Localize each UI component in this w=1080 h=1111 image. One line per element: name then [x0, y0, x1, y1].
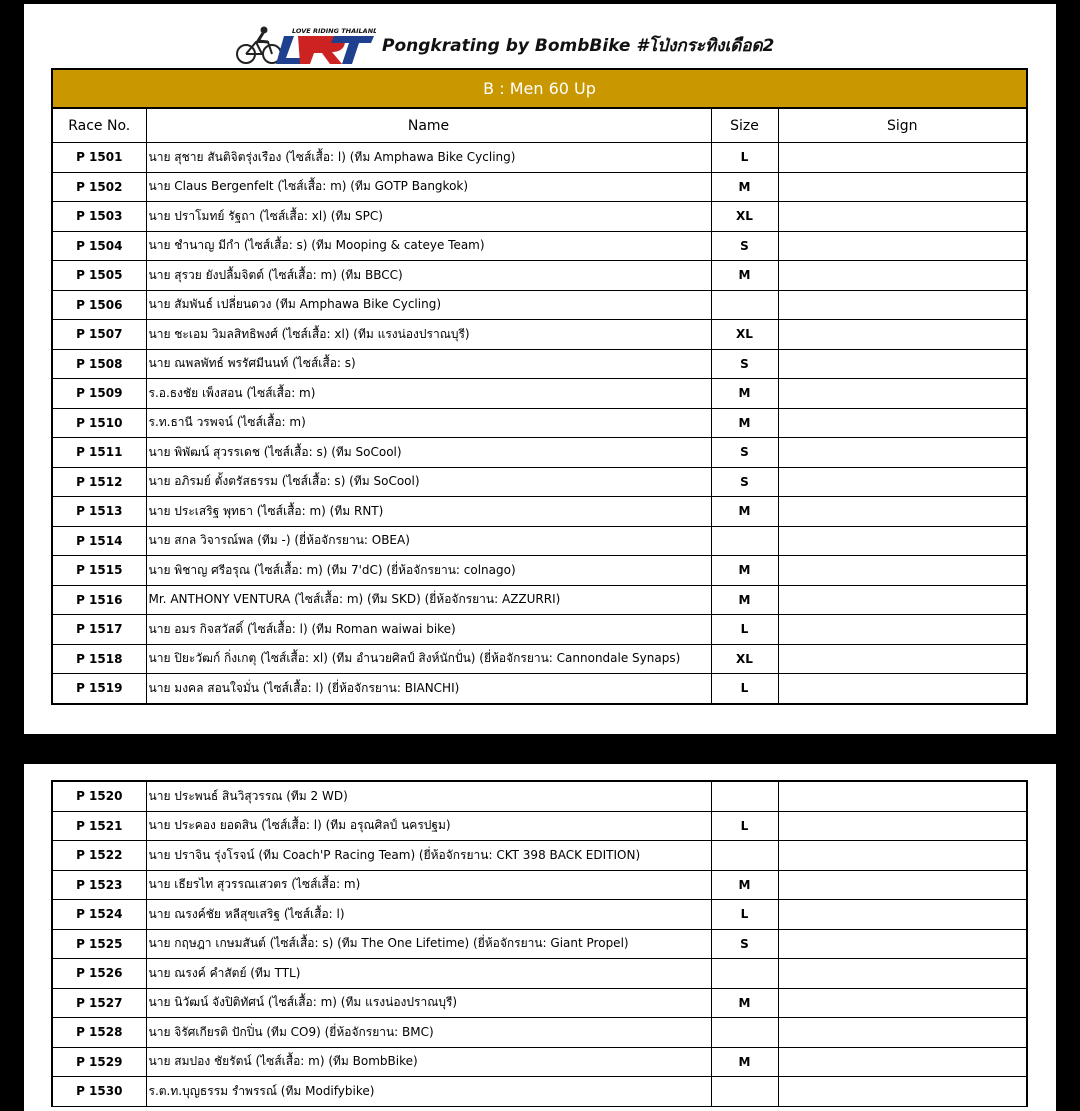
size-cell — [711, 1077, 778, 1107]
table-row — [52, 556, 1027, 586]
event-title: Pongkrating by BombBike #โป่งกระทิงเดือด2 — [382, 36, 775, 56]
sign-cell — [778, 870, 1027, 900]
size-cell: M — [711, 870, 778, 900]
race-number-cell: P 1510 — [52, 408, 146, 438]
name-cell: นาย พิพัฒน์ สุวรรเดช (ไซส์เสื้อ: s) (ทีม SoCool) — [146, 438, 711, 468]
size-cell: S — [711, 349, 778, 379]
race-number-cell: P 1525 — [52, 929, 146, 959]
column-header-race-no: Race No. — [52, 108, 146, 143]
table-row — [52, 526, 1027, 556]
sign-cell — [778, 202, 1027, 232]
table-row — [52, 781, 1027, 811]
sign-cell — [778, 172, 1027, 202]
name-cell: นาย ปราจิน รุ่งโรจน์ (ทีม Coach'P Racing Team) (ยี่ห้อจักรยาน: CKT 398 BACK EDITION) — [146, 841, 711, 871]
name-cell: นาย สุรวย ยังปลื้มจิตต์ (ไซส์เสื้อ: m) (ทีม BBCC) — [146, 261, 711, 291]
sign-cell — [778, 320, 1027, 350]
sign-cell — [778, 585, 1027, 615]
table-row — [52, 467, 1027, 497]
name-cell: นาย ปราโมทย์ รัฐถา (ไซส์เสื้อ: xl) (ทีม SPC) — [146, 202, 711, 232]
size-cell: M — [711, 408, 778, 438]
size-cell: S — [711, 929, 778, 959]
race-number-cell: P 1506 — [52, 290, 146, 320]
size-cell: L — [711, 674, 778, 704]
race-number-cell: P 1513 — [52, 497, 146, 527]
name-cell: นาย พิชาญ ศรีอรุณ (ไซส์เสื้อ: m) (ทีม 7'dC) (ยี่ห้อจักรยาน: colnago) — [146, 556, 711, 586]
size-cell: M — [711, 261, 778, 291]
size-cell: L — [711, 811, 778, 841]
sign-cell — [778, 811, 1027, 841]
name-cell: นาย ประคอง ยอดสิน (ไซส์เสื้อ: l) (ทีม อรุณศิลป์ นครปฐม) — [146, 811, 711, 841]
table-row — [52, 870, 1027, 900]
sign-cell — [778, 1077, 1027, 1107]
table-row — [52, 290, 1027, 320]
race-number-cell: P 1523 — [52, 870, 146, 900]
sign-cell — [778, 781, 1027, 811]
size-cell: M — [711, 988, 778, 1018]
race-number-cell: P 1507 — [52, 320, 146, 350]
table-row — [52, 929, 1027, 959]
sign-cell — [778, 959, 1027, 989]
race-number-cell: P 1512 — [52, 467, 146, 497]
table-row — [52, 811, 1027, 841]
size-cell: S — [711, 231, 778, 261]
size-cell — [711, 959, 778, 989]
race-number-cell: P 1516 — [52, 585, 146, 615]
size-cell: L — [711, 143, 778, 173]
name-cell: Mr. ANTHONY VENTURA (ไซส์เสื้อ: m) (ทีม SKD) (ยี่ห้อจักรยาน: AZZURRI) — [146, 585, 711, 615]
sign-cell — [778, 349, 1027, 379]
column-header-name: Name — [146, 108, 711, 143]
name-cell: นาย ประเสริฐ พุทธา (ไซส์เสื้อ: m) (ทีม RNT) — [146, 497, 711, 527]
table-row — [52, 231, 1027, 261]
table-row — [52, 959, 1027, 989]
table-row — [52, 900, 1027, 930]
race-number-cell: P 1521 — [52, 811, 146, 841]
race-number-cell: P 1501 — [52, 143, 146, 173]
name-cell: ร.อ.ธงชัย เพ็งสอน (ไซส์เสื้อ: m) — [146, 379, 711, 409]
size-cell — [711, 781, 778, 811]
race-number-cell: P 1508 — [52, 349, 146, 379]
size-cell: S — [711, 467, 778, 497]
sign-cell — [778, 143, 1027, 173]
table-row — [52, 1077, 1027, 1107]
name-cell: นาย ชะเอม วิมลสิทธิพงศ์ (ไซส์เสื้อ: xl) (ทีม แรงน่องปราณบุรี) — [146, 320, 711, 350]
race-number-cell: P 1522 — [52, 841, 146, 871]
size-cell: M — [711, 172, 778, 202]
race-number-cell: P 1519 — [52, 674, 146, 704]
lrt-logo — [234, 24, 376, 72]
race-number-cell: P 1526 — [52, 959, 146, 989]
name-cell: ร.ต.ท.บุญธรรม รำพรรณ์ (ทีม Modifybike) — [146, 1077, 711, 1107]
name-cell: นาย เธียรไท สุวรรณเสวตร (ไซส์เสื้อ: m) — [146, 870, 711, 900]
race-number-cell: P 1511 — [52, 438, 146, 468]
sign-cell — [778, 615, 1027, 645]
race-number-cell: P 1502 — [52, 172, 146, 202]
category-row — [52, 69, 1027, 108]
name-cell: นาย นิวัฒน์ จังปิติทัศน์ (ไซส์เสื้อ: m) (ทีม แรงน่องปราณบุรี) — [146, 988, 711, 1018]
participant-table-continued — [51, 780, 1028, 1107]
sign-cell — [778, 929, 1027, 959]
table-row — [52, 172, 1027, 202]
name-cell: นาย ณพลพัทธ์ พรรัศมีนนท์ (ไซส์เสื้อ: s) — [146, 349, 711, 379]
size-cell: XL — [711, 202, 778, 232]
table-row — [52, 1018, 1027, 1048]
table-row — [52, 143, 1027, 173]
size-cell: M — [711, 1047, 778, 1077]
name-cell: นาย กฤษฎา เกษมสันต์ (ไซส์เสื้อ: s) (ทีม The One Lifetime) (ยี่ห้อจักรยาน: Giant Propel) — [146, 929, 711, 959]
size-cell: XL — [711, 644, 778, 674]
size-cell: L — [711, 615, 778, 645]
size-cell: M — [711, 556, 778, 586]
sign-cell — [778, 674, 1027, 704]
race-number-cell: P 1527 — [52, 988, 146, 1018]
table-row — [52, 379, 1027, 409]
race-number-cell: P 1530 — [52, 1077, 146, 1107]
sign-cell — [778, 438, 1027, 468]
name-cell: นาย ประพนธ์ สินวิสุวรรณ (ทีม 2 WD) — [146, 781, 711, 811]
sign-cell — [778, 644, 1027, 674]
sign-cell — [778, 231, 1027, 261]
name-cell: นาย Claus Bergenfelt (ไซส์เสื้อ: m) (ทีม GOTP Bangkok) — [146, 172, 711, 202]
name-cell: นาย จิรัศเกียรติ ปักปิ่น (ทีม CO9) (ยี่ห้อจักรยาน: BMC) — [146, 1018, 711, 1048]
size-cell — [711, 290, 778, 320]
table-row — [52, 841, 1027, 871]
sign-cell — [778, 841, 1027, 871]
participant-table — [51, 68, 1028, 705]
category-heading: B : Men 60 Up — [52, 69, 1027, 108]
race-number-cell: P 1505 — [52, 261, 146, 291]
table-row — [52, 320, 1027, 350]
table-body — [52, 781, 1027, 1106]
size-cell: XL — [711, 320, 778, 350]
table-row — [52, 408, 1027, 438]
sign-cell — [778, 467, 1027, 497]
race-number-cell: P 1520 — [52, 781, 146, 811]
column-header-size: Size — [711, 108, 778, 143]
sign-cell — [778, 261, 1027, 291]
race-number-cell: P 1524 — [52, 900, 146, 930]
size-cell: S — [711, 438, 778, 468]
sign-cell — [778, 379, 1027, 409]
sign-cell — [778, 526, 1027, 556]
table-body — [52, 143, 1027, 704]
race-number-cell: P 1515 — [52, 556, 146, 586]
size-cell — [711, 1018, 778, 1048]
sign-cell — [778, 290, 1027, 320]
table-row — [52, 644, 1027, 674]
race-number-cell: P 1514 — [52, 526, 146, 556]
sign-cell — [778, 556, 1027, 586]
document-header — [24, 4, 1056, 68]
race-number-cell: P 1504 — [52, 231, 146, 261]
column-header-sign: Sign — [778, 108, 1027, 143]
name-cell: นาย สกล วิจารณ์พล (ทีม -) (ยี่ห้อจักรยาน: OBEA) — [146, 526, 711, 556]
table-row — [52, 349, 1027, 379]
sign-cell — [778, 497, 1027, 527]
table-row — [52, 497, 1027, 527]
name-cell: นาย ณรงค์ คำสัตย์ (ทีม TTL) — [146, 959, 711, 989]
race-number-cell: P 1518 — [52, 644, 146, 674]
name-cell: นาย สมปอง ชัยรัตน์ (ไซส์เสื้อ: m) (ทีม BombBike) — [146, 1047, 711, 1077]
race-number-cell: P 1509 — [52, 379, 146, 409]
page-2 — [24, 764, 1056, 1111]
name-cell: นาย อภิรมย์ ตั้งตรัสธรรม (ไซส์เสื้อ: s) (ทีม SoCool) — [146, 467, 711, 497]
table-row — [52, 438, 1027, 468]
sign-cell — [778, 1047, 1027, 1077]
race-number-cell: P 1503 — [52, 202, 146, 232]
column-header-row — [52, 108, 1027, 143]
sign-cell — [778, 988, 1027, 1018]
name-cell: นาย ณรงค์ชัย หลีสุขเสริฐ (ไซส์เสื้อ: l) — [146, 900, 711, 930]
table-row — [52, 615, 1027, 645]
size-cell — [711, 841, 778, 871]
logo-tagline: LOVE RIDING THAILAND — [292, 27, 376, 35]
name-cell: ร.ท.ธานี วรพจน์ (ไซส์เสื้อ: m) — [146, 408, 711, 438]
name-cell: นาย ปิยะวัฒก์ กิ่งเกตุ (ไซส์เสื้อ: xl) (ทีม อำนวยศิลป์ สิงห์นักปั่น) (ยี่ห้อจักรยาน: Cannondale Synaps) — [146, 644, 711, 674]
table-row — [52, 988, 1027, 1018]
name-cell: นาย อมร กิจสวัสดิ์ (ไซส์เสื้อ: l) (ทีม Roman waiwai bike) — [146, 615, 711, 645]
sign-cell — [778, 900, 1027, 930]
table-row — [52, 585, 1027, 615]
table-row — [52, 674, 1027, 704]
name-cell: นาย ชำนาญ มีกำ (ไซส์เสื้อ: s) (ทีม Mooping & cateye Team) — [146, 231, 711, 261]
table-row — [52, 1047, 1027, 1077]
race-number-cell: P 1528 — [52, 1018, 146, 1048]
size-cell: M — [711, 497, 778, 527]
cyclist-icon — [237, 27, 281, 64]
name-cell: นาย สัมพันธ์ เปลี่ยนดวง (ทีม Amphawa Bike Cycling) — [146, 290, 711, 320]
sign-cell — [778, 408, 1027, 438]
size-cell — [711, 526, 778, 556]
size-cell: M — [711, 379, 778, 409]
name-cell: นาย มงคล สอนใจมั่น (ไซส์เสื้อ: l) (ยี่ห้อจักรยาน: BIANCHI) — [146, 674, 711, 704]
size-cell: L — [711, 900, 778, 930]
table-row — [52, 202, 1027, 232]
page-1 — [24, 4, 1056, 734]
race-number-cell: P 1529 — [52, 1047, 146, 1077]
race-number-cell: P 1517 — [52, 615, 146, 645]
table-row — [52, 261, 1027, 291]
size-cell: M — [711, 585, 778, 615]
sign-cell — [778, 1018, 1027, 1048]
name-cell: นาย สุชาย สันติจิตรุ่งเรือง (ไซส์เสื้อ: l) (ทีม Amphawa Bike Cycling) — [146, 143, 711, 173]
